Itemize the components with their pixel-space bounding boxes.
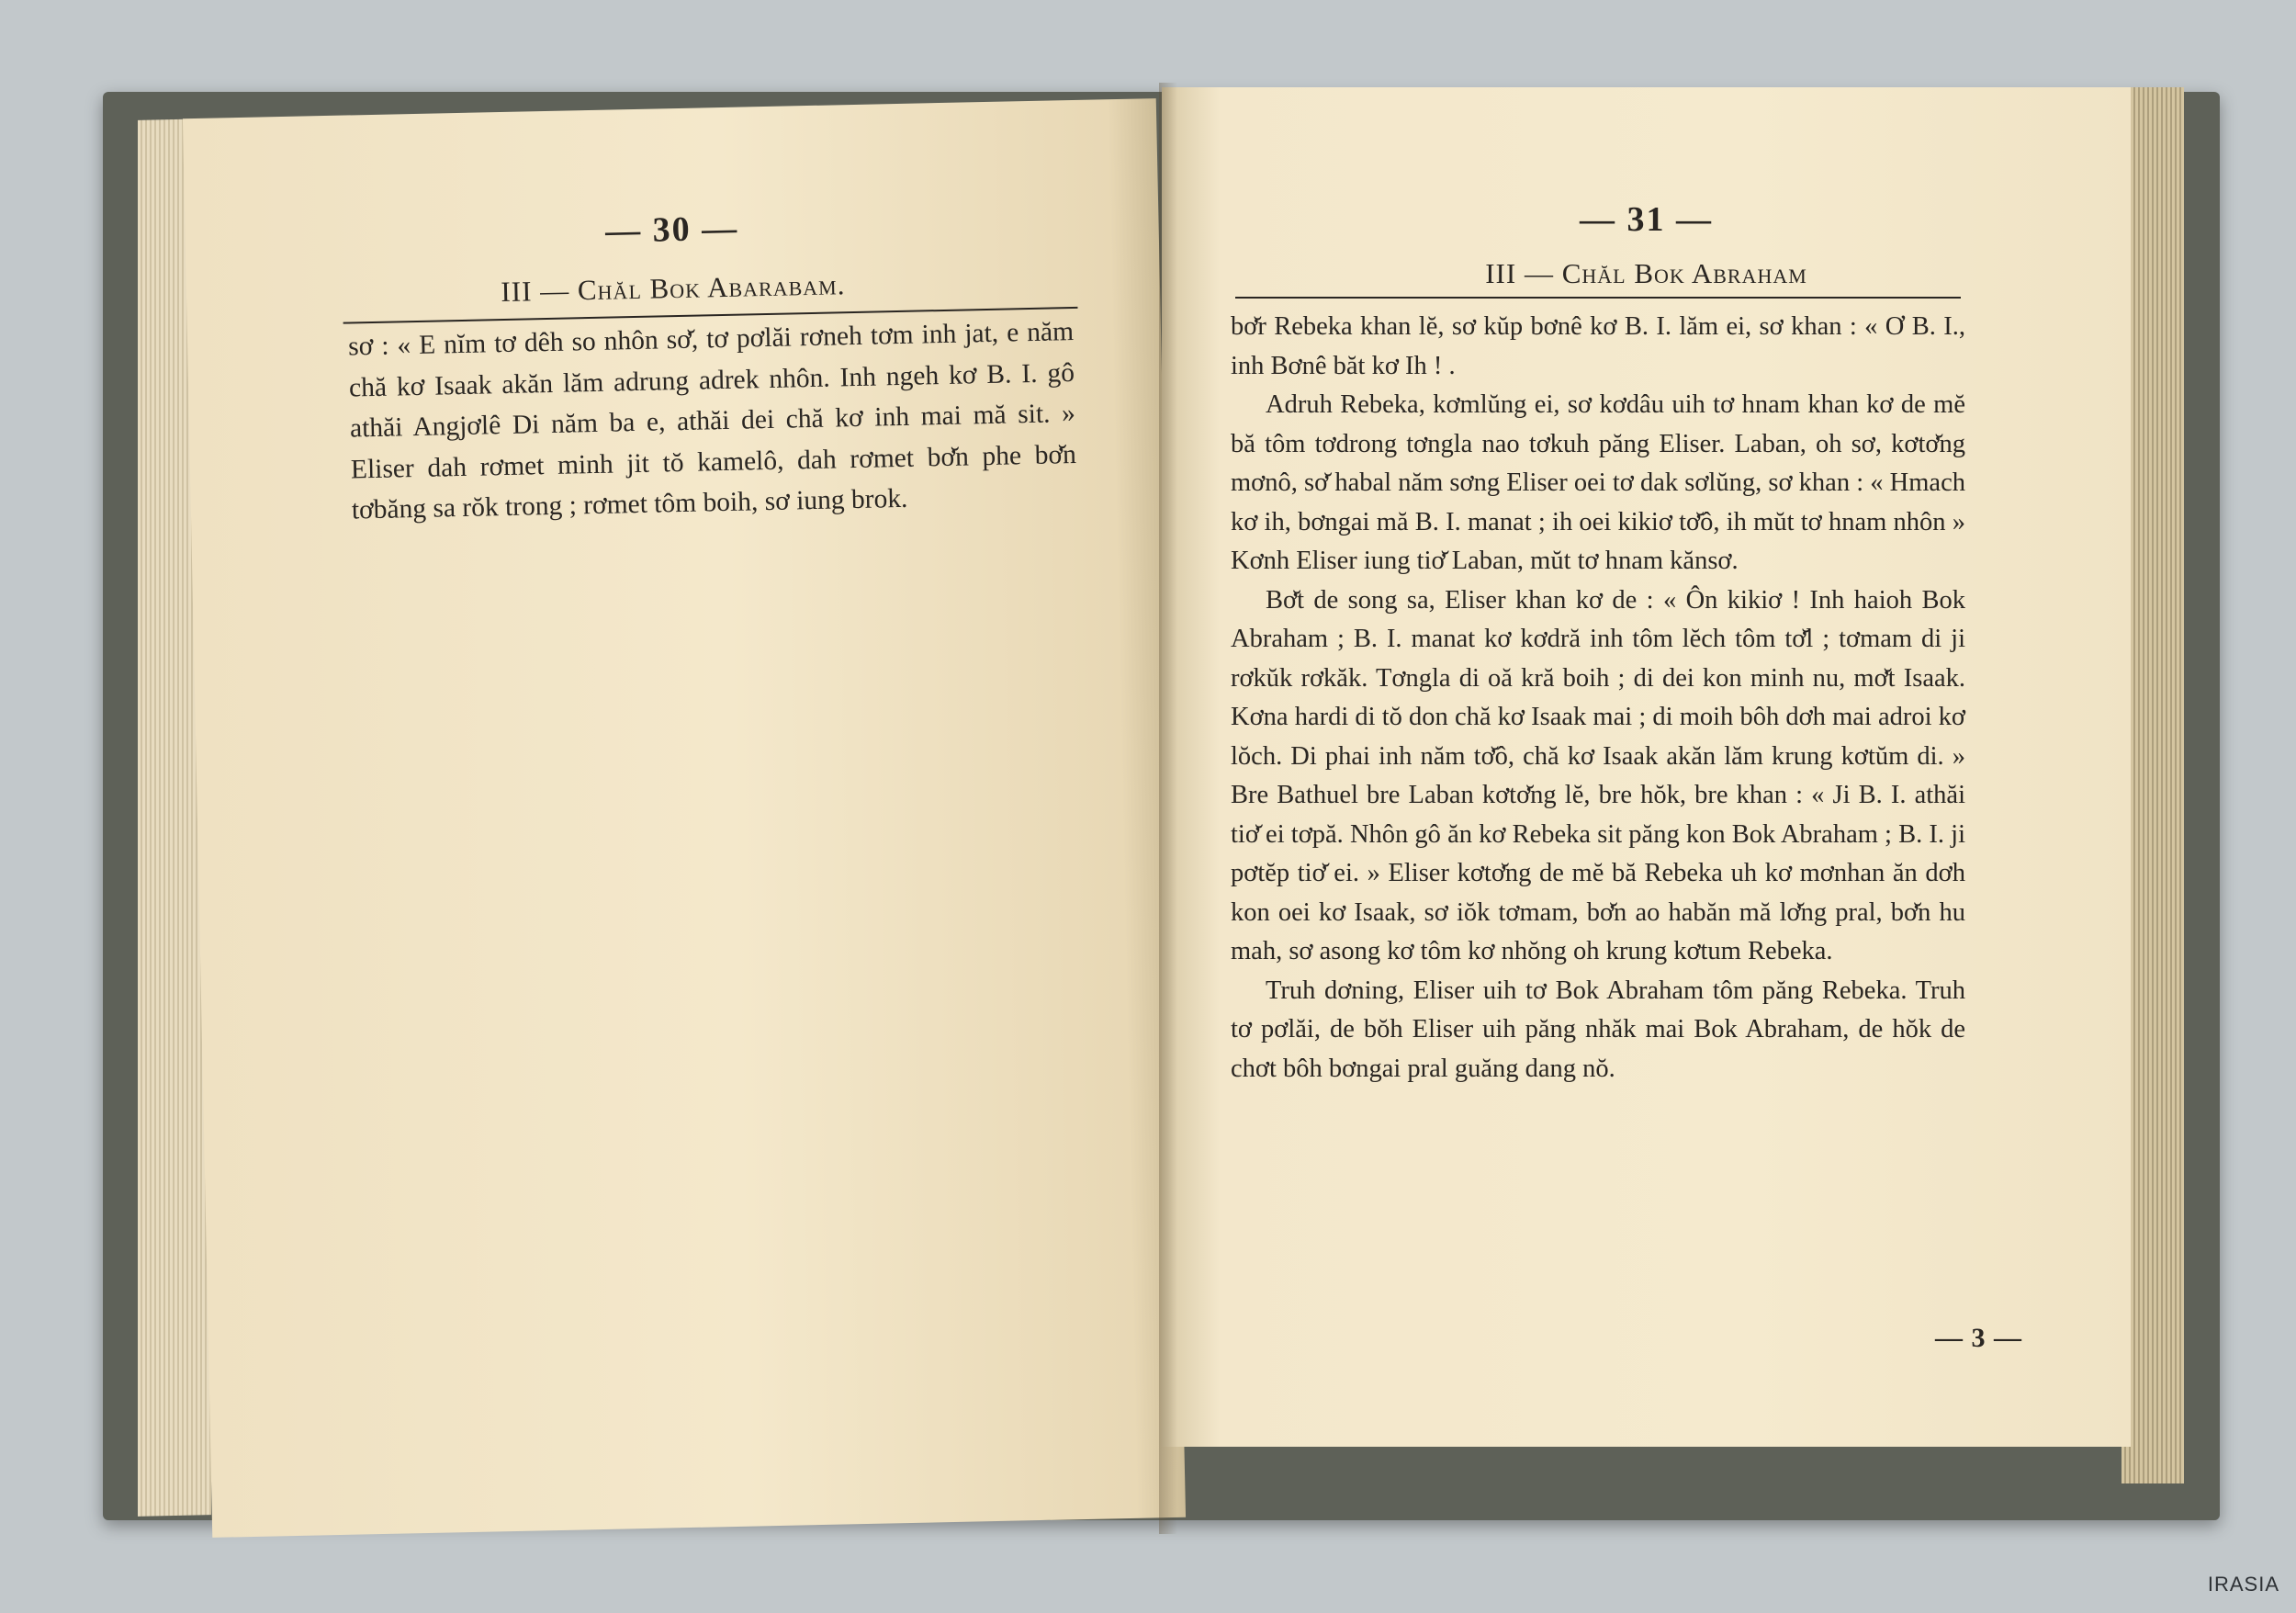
signature-mark: — 3 — [1935,1323,2022,1353]
right-page [1162,87,2131,1447]
paragraph: bơ̆r Rebeka khan lĕ, sơ kŭp bơnê kơ B. I. lăm ei, sơ khan : « Ơ B. I., inh Bơnê băt kơ Ih ! . [1231,312,1965,380]
header-rule [1235,297,1961,299]
paragraph: Truh dơning, Eliser uih tơ Bok Abraham tôm păng Rebeka. Truh tơ pơlăi, de bŏh Eliser uih păng nhăk mai Bok Abraham, de hŏk de chơt bôh bơngai pral guăng dang nŏ. [1231,976,1965,1083]
body-text [1231,308,1965,1088]
paragraph: Bơ̆t de song sa, Eliser khan kơ de : « Ôn kikiơ ! Inh haioh Bok Abraham ; B. I. manat kơ kơdră inh tôm lĕch tôm tơ̆l ; tơmam di ji rơkŭk rơkăk. Tơngla di oă kră boih ; di dei kon minh nu, mơ̆t Isaak. Kơna hardi di tŏ don chă kơ Isaak mai ; di moih bôh dơh mai adroi kơ lŏch. Di phai inh năm tơ̆ô, chă kơ Isaak akăn lăm krung kơtŭm di. » Bre Bathuel bre Laban kơtơ̆ng lĕ, bre hŏk, bre khan : « Ji B. I. athăi tiơ̆ ei tơpă. Nhôn gô ăn kơ Rebeka sit păng kon Bok Abraham ; B. I. ji pơtĕp tiơ̆ ei. » Eliser kơtơ̆ng de mĕ bă Rebeka uh kơ mơnhan ăn dơh kon oei kơ Isaak, sơ iŏk tơmam, bơ̆n ao habăn mă lơ̆ng pral, bơ̆n hu mah, sơ asong kơ tôm kơ nhŏng oh krung kơtum Rebeka. [1231,585,1965,965]
body-text [348,311,1077,531]
left-page [183,98,1186,1538]
book-gutter [1159,83,1177,1534]
watermark: IRASIA [2207,1573,2279,1596]
running-head: III — Chăl Bok Abraham [1485,257,1807,289]
page-number: — 31 — [1580,200,1713,239]
right-page-edges [2122,87,2184,1483]
running-head: III — Chăl Bok Abarabam. [501,268,846,309]
paragraph: Adruh Rebeka, kơmlŭng ei, sơ kơdâu uih tơ hnam khan kơ de mĕ bă tôm tơdrong tơngla nao tơkuh păng Eliser. Laban, oh sơ, kơtơ̆ng mơnô, sơ̆ habal năm sơng Eliser oei tơ dak sơlŭng, sơ khan : « Hmach kơ ih, bơngai mă B. I. manat ; ih oei kikiơ tơ̆ô, ih mŭt tơ hnam nhôn » Kơnh Eliser iung tiơ̆ Laban, mŭt tơ hnam kănsơ. [1231,390,1965,575]
page-number: — 30 — [604,209,739,251]
paragraph: sơ : « E nĭm tơ dêh so nhôn sơ̆, tơ pơlăi rơneh tơm inh jat, e năm chă kơ Isaak akăn lăm adrung adrek nhôn. Inh ngeh kơ B. I. gô athăi Angjơlê Di năm ba e, athăi dei chă kơ inh mai mă sit. » Eliser dah rơmet minh jit tŏ kamelô, dah rơmet bơ̆n phe bơ̆n tơbăng sa rŏk trong ; rơmet tôm boih, sơ iung brok. [347,317,1077,525]
